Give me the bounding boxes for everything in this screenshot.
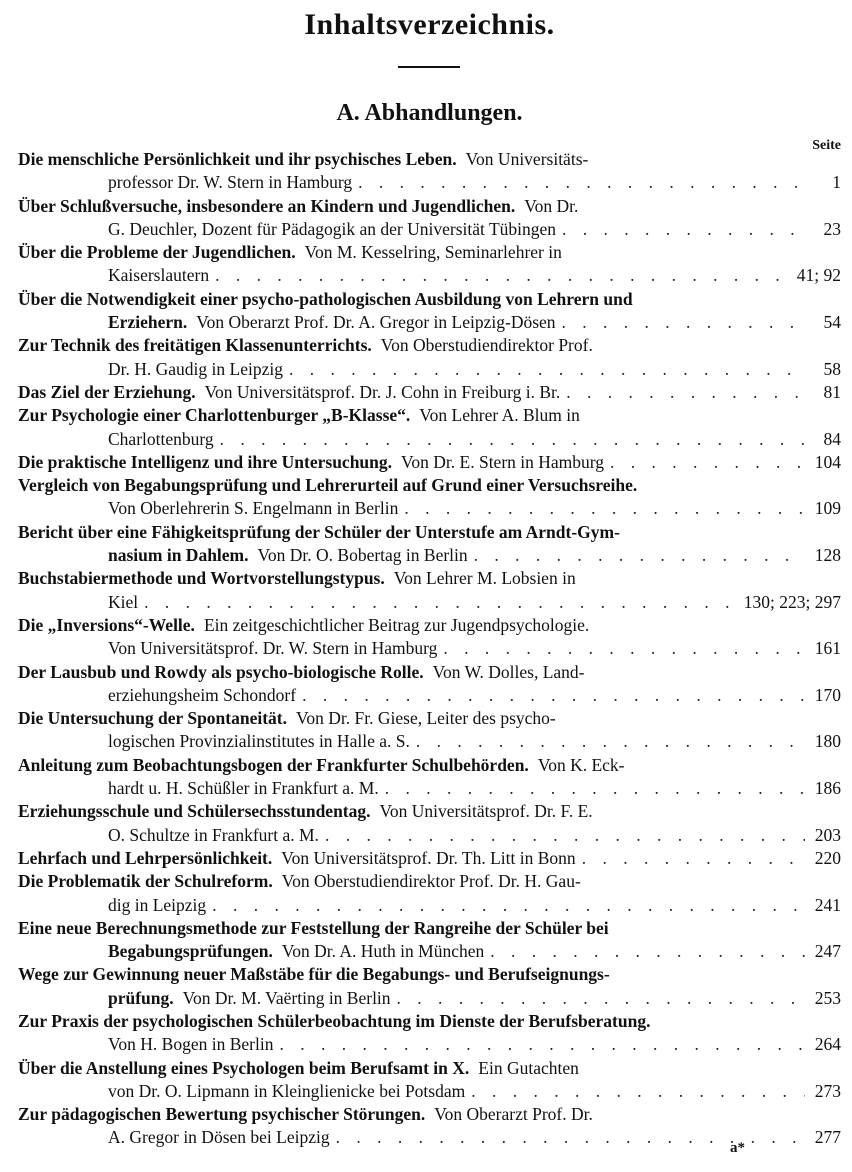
entry-title-continued: Erziehern.: [108, 312, 188, 333]
toc-entry-line: [18, 730, 841, 753]
dot-leader: [212, 894, 805, 917]
entry-title: Die praktische Intelligenz und ihre Untersuchung.: [18, 451, 393, 472]
entry-title: Über die Anstellung eines Psychologen beim Berufsamt in X.: [18, 1057, 470, 1078]
toc-entry-line: [18, 1057, 841, 1080]
toc-entry: [18, 288, 841, 335]
toc-entry-line: [18, 404, 841, 427]
dot-leader: [220, 428, 805, 451]
entry-page-number: 23: [823, 218, 841, 239]
toc-entry-line: [18, 148, 841, 171]
dot-leader: [385, 777, 805, 800]
toc-entry-line: [18, 1010, 841, 1033]
dot-leader: [610, 451, 805, 474]
dot-leader: [416, 730, 805, 753]
dot-leader: [474, 544, 805, 567]
toc-entry-line: [18, 497, 841, 520]
dot-leader: [302, 684, 805, 707]
entry-page-number: 58: [823, 358, 841, 379]
page-column-label: Seite: [812, 138, 841, 153]
entry-title: Vergleich von Begabungsprüfung und Lehrerurteil auf Grund einer Versuchsreihe.: [18, 475, 638, 496]
toc-entry-line: [18, 684, 841, 707]
entry-page-number: 161: [814, 638, 841, 659]
toc-entry-line: [18, 661, 841, 684]
toc-entry: [18, 521, 841, 568]
toc-entry-line: [18, 591, 841, 614]
entry-title-continued: prüfung.: [108, 987, 174, 1008]
entry-author: Von Universitätsprof. Dr. Th. Litt in Bonn: [281, 847, 576, 868]
toc-entry-line: [18, 264, 841, 287]
toc-entry: [18, 707, 841, 754]
toc-entry: [18, 1103, 841, 1150]
toc-entry-line: [18, 847, 841, 870]
toc-entry-line: [18, 218, 841, 241]
toc-entry: [18, 847, 841, 870]
entry-title-continued: Begabungsprüfungen.: [108, 941, 273, 962]
toc-entry-line: [18, 358, 841, 381]
entry-author: Von Dr. O. Bobertag in Berlin: [257, 545, 468, 566]
entry-author: dig in Leipzig: [108, 894, 207, 915]
entry-author: Von Dr. A. Huth in München: [281, 941, 485, 962]
entry-title: Bericht über eine Fähigkeitsprüfung der Schüler der Unterstufe am Arndt-Gym-: [18, 521, 620, 542]
entry-title: Zur Psychologie einer Charlottenburger „B-Klasse“.: [18, 405, 411, 426]
entry-author: Von Dr. Fr. Giese, Leiter des psycho-: [296, 708, 556, 729]
entry-page-number: 41; 92: [796, 265, 841, 286]
toc-entry-line: [18, 894, 841, 917]
entry-page-number: 1: [832, 172, 841, 193]
entry-title: Anleitung zum Beobachtungsbogen der Frankfurter Schulbehörden.: [18, 754, 529, 775]
entry-title: Die Untersuchung der Spontaneität.: [18, 708, 288, 729]
entry-author: Von M. Kesselring, Seminarlehrer in: [304, 242, 562, 263]
dot-leader: [358, 171, 805, 194]
entry-title: Die „Inversions“-Welle.: [18, 614, 195, 635]
toc-entry: [18, 917, 841, 964]
dot-leader: [490, 940, 805, 963]
dot-leader: [471, 1080, 805, 1103]
toc-entry: [18, 148, 841, 195]
toc-entry: [18, 1010, 841, 1057]
dot-leader: [289, 358, 805, 381]
toc-entry-line: [18, 917, 841, 940]
entry-page-number: 109: [814, 498, 841, 519]
entry-title: Über Schlußversuche, insbesondere an Kindern und Jugendlichen.: [18, 195, 516, 216]
entry-page-number: 84: [823, 428, 841, 449]
toc-entry-line: [18, 241, 841, 264]
toc-entry: [18, 614, 841, 661]
entry-page-number: 203: [814, 824, 841, 845]
toc-entry-line: [18, 171, 841, 194]
entry-author: Von Oberstudiendirektor Prof. Dr. H. Gau-: [281, 871, 581, 892]
entry-author: logischen Provinzialinstitutes in Halle a. S.: [108, 731, 410, 752]
toc-entry: [18, 404, 841, 451]
entry-page-number: 130; 223; 297: [743, 591, 841, 612]
entry-author: Dr. H. Gaudig in Leipzig: [108, 358, 283, 379]
entry-page-number: 128: [814, 545, 841, 566]
toc-entry-line: [18, 334, 841, 357]
entry-author: Von W. Dolles, Land-: [432, 661, 585, 682]
toc-entry-line: [18, 381, 841, 404]
toc-entry-line: [18, 1126, 841, 1149]
entry-title: Erziehungsschule und Schülersechsstundentag.: [18, 801, 371, 822]
dot-leader: [215, 264, 791, 287]
dot-leader: [562, 311, 805, 334]
toc-entry-line: [18, 451, 841, 474]
toc-entry-line: [18, 567, 841, 590]
toc-entry-line: [18, 870, 841, 893]
toc-entry-line: [18, 544, 841, 567]
entry-author: Von Universitätsprof. Dr. J. Cohn in Freiburg i. Br.: [204, 381, 561, 402]
entry-page-number: 253: [814, 987, 841, 1008]
toc-entry-line: [18, 1033, 841, 1056]
dot-leader: [582, 847, 805, 870]
entry-author: A. Gregor in Dösen bei Leipzig: [108, 1127, 330, 1148]
toc-entry: [18, 661, 841, 708]
toc-entry: [18, 754, 841, 801]
entry-page-number: 81: [823, 381, 841, 402]
dot-leader: [279, 1033, 805, 1056]
entry-page-number: 277: [814, 1127, 841, 1148]
toc-entry: [18, 1057, 841, 1104]
toc-entry: [18, 963, 841, 1010]
entry-page-number: 104: [814, 451, 841, 472]
entry-author: Von Universitätsprof. Dr. F. E.: [379, 801, 593, 822]
toc-entry-line: [18, 288, 841, 311]
toc-entry: [18, 451, 841, 474]
toc-entry-line: [18, 474, 841, 497]
toc-entry: [18, 567, 841, 614]
dot-leader: [404, 497, 805, 520]
toc-entry: [18, 381, 841, 404]
entry-title: Wege zur Gewinnung neuer Maßstäbe für die Begabungs- und Berufseignungs-: [18, 964, 610, 985]
toc-entry-line: [18, 707, 841, 730]
entry-title-continued: nasium in Dahlem.: [108, 545, 249, 566]
entry-title: Zur Praxis der psychologischen Schülerbeobachtung im Dienste der Berufsberatung.: [18, 1010, 651, 1031]
toc-entry-line: [18, 1103, 841, 1126]
entry-title: Lehrfach und Lehrpersönlichkeit.: [18, 847, 273, 868]
entry-title: Das Ziel der Erziehung.: [18, 381, 196, 402]
toc-entry: [18, 334, 841, 381]
entry-author: Kiel: [108, 591, 139, 612]
toc-entry-line: [18, 521, 841, 544]
entry-author: Von Oberarzt Prof. Dr. A. Gregor in Leipzig-Dösen: [196, 312, 556, 333]
dot-leader: [144, 591, 738, 614]
entry-page-number: 170: [814, 684, 841, 705]
toc-entry-line: [18, 428, 841, 451]
toc-entry-line: [18, 195, 841, 218]
entry-title: Buchstabiermethode und Wortvorstellungstypus.: [18, 568, 385, 589]
toc-entry-line: [18, 754, 841, 777]
dot-leader: [566, 381, 805, 404]
entry-author: Von Dr.: [524, 195, 579, 216]
entry-title: Über die Probleme der Jugendlichen.: [18, 242, 296, 263]
toc-entry-line: [18, 777, 841, 800]
toc-page: [18, 0, 841, 1172]
toc-entry-line: [18, 311, 841, 334]
entry-author: Von K. Eck-: [537, 754, 625, 775]
entry-author: G. Deuchler, Dozent für Pädagogik an der Universität Tübingen: [108, 218, 557, 239]
entry-author: von Dr. O. Lipmann in Kleinglienicke bei Potsdam: [108, 1080, 466, 1101]
entry-author: Von Lehrer A. Blum in: [419, 405, 580, 426]
toc-entry-line: [18, 637, 841, 660]
toc-entry-line: [18, 987, 841, 1010]
dot-leader: [562, 218, 805, 241]
entry-author: Von Oberlehrerin S. Engelmann in Berlin: [108, 498, 399, 519]
toc-entry: [18, 241, 841, 288]
entry-page-number: 180: [814, 731, 841, 752]
entry-author: O. Schultze in Frankfurt a. M.: [108, 824, 319, 845]
entry-author: Von Oberarzt Prof. Dr.: [434, 1104, 593, 1125]
entry-author: Von Dr. E. Stern in Hamburg: [401, 451, 605, 472]
page-title: Inhaltsverzeichnis.: [304, 8, 555, 41]
entry-author: Von Dr. M. Vaërting in Berlin: [182, 987, 391, 1008]
entry-page-number: 54: [823, 312, 841, 333]
entry-page-number: 264: [814, 1034, 841, 1055]
entry-title: Zur pädagogischen Bewertung psychischer Störungen.: [18, 1104, 426, 1125]
entry-author: erziehungsheim Schondorf: [108, 684, 297, 705]
entry-author: Von Oberstudiendirektor Prof.: [380, 335, 593, 356]
entry-page-number: 220: [814, 847, 841, 868]
dot-leader: [443, 637, 805, 660]
toc-entry: [18, 474, 841, 521]
toc-entry-line: [18, 1080, 841, 1103]
title-rule: [398, 66, 460, 68]
entry-author: hardt u. H. Schüßler in Frankfurt a. M.: [108, 778, 379, 799]
toc-entry-line: [18, 800, 841, 823]
entry-page-number: 241: [814, 894, 841, 915]
entry-title: Die Problematik der Schulreform.: [18, 871, 273, 892]
entry-author: Von Lehrer M. Lobsien in: [393, 568, 576, 589]
dot-leader: [397, 987, 805, 1010]
entry-author: Von H. Bogen in Berlin: [108, 1034, 274, 1055]
entry-title: Eine neue Berechnungsmethode zur Feststellung der Rangreihe der Schüler bei: [18, 917, 609, 938]
entry-title: Der Lausbub und Rowdy als psycho-biologische Rolle.: [18, 661, 424, 682]
entry-author: Ein Gutachten: [478, 1057, 579, 1078]
entry-title: Die menschliche Persönlichkeit und ihr psychisches Leben.: [18, 149, 457, 169]
toc-entry: [18, 800, 841, 847]
toc-entry: [18, 195, 841, 242]
entry-author: Von Universitätsprof. Dr. W. Stern in Hamburg: [108, 638, 438, 659]
entry-page-number: 247: [814, 941, 841, 962]
toc-entries: [18, 148, 841, 1150]
entry-author: Charlottenburg: [108, 428, 214, 449]
entry-title: Über die Notwendigkeit einer psycho-pathologischen Ausbildung von Lehrern und: [18, 288, 633, 309]
entry-author: Von Universitäts-: [465, 149, 589, 169]
toc-entry: [18, 870, 841, 917]
toc-entry-line: [18, 940, 841, 963]
entry-title: Zur Technik des freitätigen Klassenunterrichts.: [18, 335, 372, 356]
entry-page-number: 273: [814, 1080, 841, 1101]
toc-entry-line: [18, 614, 841, 637]
toc-entry-line: [18, 824, 841, 847]
entry-page-number: 186: [814, 778, 841, 799]
signature-mark: a*: [730, 1140, 745, 1156]
section-heading: A. Abhandlungen.: [336, 100, 523, 126]
dot-leader: [325, 824, 805, 847]
entry-author: professor Dr. W. Stern in Hamburg: [108, 172, 353, 193]
toc-entry-line: [18, 963, 841, 986]
entry-author: Ein zeitgeschichtlicher Beitrag zur Jugendpsychologie.: [203, 614, 590, 635]
entry-author: Kaiserslautern: [108, 265, 210, 286]
